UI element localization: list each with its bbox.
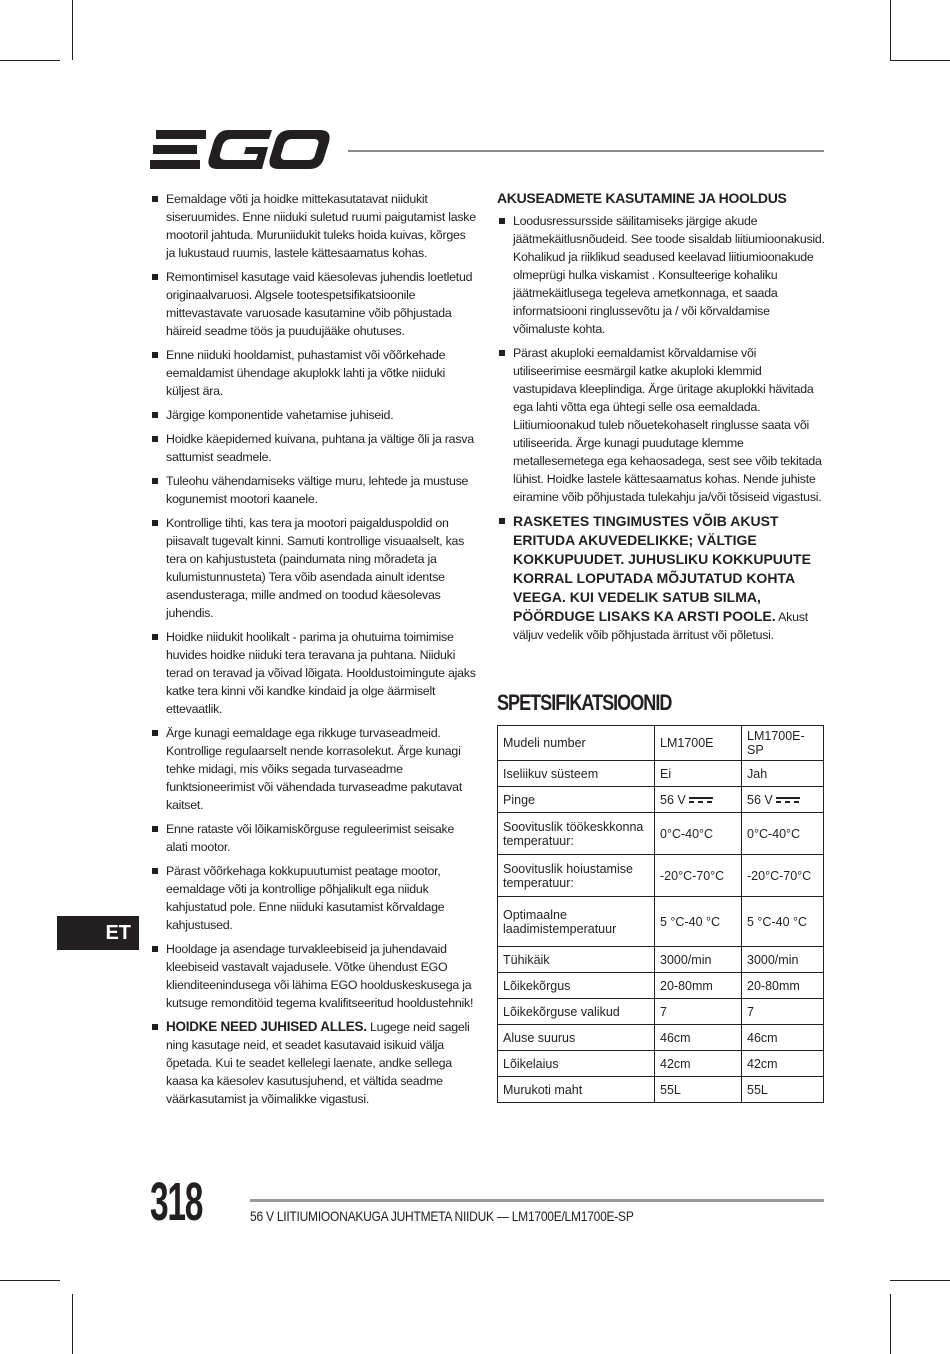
keep-instructions-item [150,1018,476,1108]
spec-value-lm1700e-text: Ei [660,766,672,781]
spec-value-lm1700e [655,1051,742,1077]
battery-section-heading: AKUSEADMETE KASUTAMINE JA HOOLDUS [497,190,787,206]
safety-bullet: Ärge kunagi eemaldage ega rikkuge turvaseadmeid. Kontrollige regulaarselt nende korrasolekut. Ärge kunagi tehke midagi, mis võiks segada turvaseadme funktsioneerimist või vähendada turvaseadme pakutavat kaitset. [150,724,476,814]
crop-mark [0,60,60,61]
spec-row [498,1025,824,1051]
specifications-table [497,725,824,1103]
spec-label [498,999,655,1025]
spec-value-lm1700e-sp [742,787,824,813]
spec-value-lm1700e-text: -20°C-70°C [660,868,725,883]
spec-label-text: Iseliikuv süsteem [503,766,599,781]
spec-value-lm1700e-sp [742,855,824,897]
spec-value-lm1700e [655,761,742,787]
crop-mark [72,0,73,60]
safety-bullet: Tuleohu vähendamiseks vältige muru, lehtede ja mustuse kogunemist mootori kaanele. [150,472,476,508]
spec-label [498,761,655,787]
keep-instructions-text: Lugege neid sageli ning kasutage neid, et seadet kasutavaid isikuid välja õpetada. Kui te seadet kellelegi laenate, andke sellega kaasa ka käesolev kasutusjuhend, et vältida seadme väärkasutamist ja võimalikke vigastusi. [166,1020,470,1106]
spec-value-lm1700e-sp [742,726,824,761]
spec-label [498,973,655,999]
spec-label [498,947,655,973]
spec-value-lm1700e-sp [742,1077,824,1103]
spec-value-lm1700e-sp-text: 0°C-40°C [747,826,801,841]
footer-rule [250,1199,824,1202]
spec-label [498,787,655,813]
crop-mark [0,1280,60,1281]
spec-label-text: Tühikäik [503,952,550,967]
crop-mark [72,1294,73,1354]
left-column [150,190,476,1114]
safety-bullet: Pärast võõrkehaga kokkupuutumist peatage mootor, eemaldage võti ja kontrollige põhjalikult ega niiduk kahjustatud pole. Enne niiduki kasutamist kõrvaldage kahjustused. [150,862,476,934]
spec-value-lm1700e [655,787,742,813]
spec-label [498,813,655,855]
spec-label-text: Lõikekõrguse valikud [503,1004,620,1019]
spec-label [498,726,655,761]
safety-bullet: Hooldage ja asendage turvakleebiseid ja juhendavaid kleebiseid vastavalt vajadusele. Võtke ühendust EGO klienditeenindusega või lähima EGO hoolduskeskusega ja kutsuge remonditöid tegema kvalifitseeritud hooldustehnik! [150,940,476,1012]
spec-value-lm1700e [655,947,742,973]
spec-value-lm1700e-text: 20-80mm [660,978,713,993]
spec-row [498,726,824,761]
spec-value-lm1700e-text: 3000/min [660,952,712,967]
spec-row [498,855,824,897]
spec-value-lm1700e-sp [742,1051,824,1077]
spec-value-lm1700e-sp-text: 5 °C-40 °C [747,914,808,929]
spec-value-lm1700e-sp [742,1025,824,1051]
safety-bullet: Remontimisel kasutage vaid käesolevas juhendis loetletud originaalvaruosi. Algsele tootespetsifikatsioonile mittevastavate varuosade kasutamine võib põhjustada häireid seadme töös ja puudujääke ohutuses. [150,268,476,340]
spec-row [498,897,824,947]
spec-value-lm1700e-sp-text: 56 V [747,792,773,807]
spec-value-lm1700e-sp [742,999,824,1025]
dc-symbol-icon [776,797,800,803]
spec-value-lm1700e-text: 56 V [660,792,686,807]
spec-value-lm1700e [655,1025,742,1051]
crop-mark [890,0,891,60]
safety-bullet: Järgige komponentide vahetamise juhiseid. [150,406,476,424]
spec-value-lm1700e-text: 46cm [660,1030,691,1045]
spec-label [498,1051,655,1077]
spec-label-text: Mudeli number [503,736,586,750]
spec-label-text: Lõikelaius [503,1056,559,1071]
spec-value-lm1700e [655,1077,742,1103]
spec-value-lm1700e-sp [742,897,824,947]
spec-row [498,1077,824,1103]
spec-row [498,999,824,1025]
keep-instructions-bold: HOIDKE NEED JUHISED ALLES. [166,1019,367,1034]
spec-value-lm1700e-sp-text: 7 [747,1004,754,1019]
safety-list [150,190,476,1012]
specifications-title: SPETSIFIKATSIOONID [497,690,672,715]
spec-value-lm1700e-sp-text: 55L [747,1082,768,1097]
spec-row [498,813,824,855]
spec-label [498,897,655,947]
safety-bullet: Enne niiduki hooldamist, puhastamist või võõrkehade eemaldamist ühendage akuplokk lahti ja võtke niiduki küljest ära. [150,346,476,400]
safety-bullet: Hoidke niidukit hoolikalt - parima ja ohutuima toimimise huvides hoidke niiduki tera teravana ja puhtana. Niiduki terad on teravad ja võivad lõigata. Hooldustoimingute ajaks katke tera kinni või kandke kindaid ja olge äärmiselt ettevaatlik. [150,628,476,718]
header-rule [348,150,824,152]
battery-warning-text: Akust väljuv vedelik võib põhjustada ärritust või põletusi. [513,610,808,642]
spec-label-text: Murukoti maht [503,1082,583,1097]
spec-label [498,1025,655,1051]
spec-value-lm1700e-sp [742,761,824,787]
spec-row [498,973,824,999]
spec-value-lm1700e-sp [742,973,824,999]
battery-warning-list [497,512,827,644]
keep-instructions-list [150,1018,476,1108]
crop-mark [890,1294,891,1354]
battery-warning-bold: RASKETES TINGIMUSTES VÕIB AKUST ERITUDA AKUVEDELIKKE; VÄLTIGE KOKKUPUUDET. JUHUSLIKU KOKKUPUUTE KORRAL LOPUTADA MÕJUTATUD KOHTA VEEGA. KUI VEDELIK SATUB SILMA, PÖÖRDUGE LISAKS KA ARSTI POOLE. [513,513,811,624]
battery-list [497,212,827,506]
spec-value-lm1700e-text: LM1700E [660,736,714,750]
ego-logo [150,130,330,170]
spec-value-lm1700e-text: 7 [660,1004,667,1019]
footer-title: 56 V LIITIUMIOONAKUGA JUHTMETA NIIDUK — LM1700E/LM1700E-SP [250,1208,634,1224]
spec-value-lm1700e-sp-text: 3000/min [747,952,799,967]
battery-warning-item [497,512,827,644]
safety-bullet: Kontrollige tihti, kas tera ja mootori paigalduspoldid on piisavalt tugevalt kinni. Samuti kontrollige visuaalselt, kas tera on kahjustusteta (paindumata ning mõradeta ja kulumistunnusteta) Tera võib asendada ainult identse asendusteraga, mille andmed on toodud käesolevas juhendis. [150,514,476,622]
spec-value-lm1700e-sp-text: 42cm [747,1056,778,1071]
spec-label-text: Soovituslik töökeskkonna temperatuur: [503,819,644,848]
spec-value-lm1700e [655,855,742,897]
spec-label-text: Aluse suurus [503,1030,576,1045]
spec-row [498,787,824,813]
spec-value-lm1700e-sp-text: LM1700E-SP [747,729,805,757]
spec-value-lm1700e [655,973,742,999]
safety-bullet: Hoidke käepidemed kuivana, puhtana ja vältige õli ja rasva sattumist seadmele. [150,430,476,466]
spec-label-text: Pinge [503,792,535,807]
page-number: 318 [150,1172,203,1232]
spec-value-lm1700e [655,813,742,855]
spec-value-lm1700e-sp [742,813,824,855]
spec-row [498,761,824,787]
spec-value-lm1700e-sp-text: 46cm [747,1030,778,1045]
spec-label [498,855,655,897]
spec-value-lm1700e-text: 0°C-40°C [660,826,714,841]
safety-bullet: Eemaldage võti ja hoidke mittekasutatavat niidukit siseruumides. Enne niiduki suletud ruumi paigutamist laske mootoril jahtuda. Muruniidukit tuleks hoida kuivas, kõrges ja lukustaud ruumis, lastele kättesaamatus kohas. [150,190,476,262]
battery-bullet: Loodusressursside säilitamiseks järgige akude jäätmekäitlusnõudeid. See toode sisaldab liitiumioonakusid. Kohalikud ja riiklikud seadused keelavad liitiumioonakude olmeprügi hulka viskamist . Konsulteerige kohaliku jäätmekäitlusega tegeleva ametkonnaga, et saada informatsiooni ringlussevõtu ja / või kõrvaldamise võimaluste kohta. [497,212,827,338]
language-tab: ET [57,916,139,950]
spec-label-text: Soovituslik hoiustamise temperatuur: [503,861,633,890]
safety-bullet: Enne rataste või lõikamiskõrguse reguleerimist seisake alati mootor. [150,820,476,856]
crop-mark [890,1280,950,1281]
battery-bullet: Pärast akuploki eemaldamist kõrvaldamise või utiliseerimise eesmärgil katke akuploki klemmid vastupidava kleeplindiga. Ärge üritage akuplokki hävitada ega lahti võtta ega ühtegi selle osa eemaldada. Liitiumioonakud tuleb nõuetekohaselt ringlusse saata või utiliseerida. Ärge kunagi puudutage klemme metallesemetega ega kehaosadega, sest see võib tekitada lühist. Hoidke lastele kättesaamatus kohas. Nende juhiste eiramine võib põhjustada tulekahju ja/või tõsiseid vigastusi. [497,344,827,506]
spec-value-lm1700e [655,999,742,1025]
spec-value-lm1700e-text: 5 °C-40 °C [660,914,721,929]
spec-value-lm1700e [655,726,742,761]
right-column [497,190,827,650]
spec-value-lm1700e [655,897,742,947]
spec-value-lm1700e-text: 55L [660,1082,681,1097]
spec-value-lm1700e-sp-text: 20-80mm [747,978,800,993]
spec-label-text: Lõikekõrgus [503,978,571,993]
spec-value-lm1700e-sp [742,947,824,973]
spec-row [498,1051,824,1077]
spec-label-text: Optimaalne laadimistemperatuur [503,907,617,936]
dc-symbol-icon [689,797,713,803]
spec-value-lm1700e-sp-text: Jah [747,766,768,781]
spec-value-lm1700e-sp-text: -20°C-70°C [747,868,812,883]
spec-label [498,1077,655,1103]
crop-mark [890,60,950,61]
spec-row [498,947,824,973]
spec-value-lm1700e-text: 42cm [660,1056,691,1071]
